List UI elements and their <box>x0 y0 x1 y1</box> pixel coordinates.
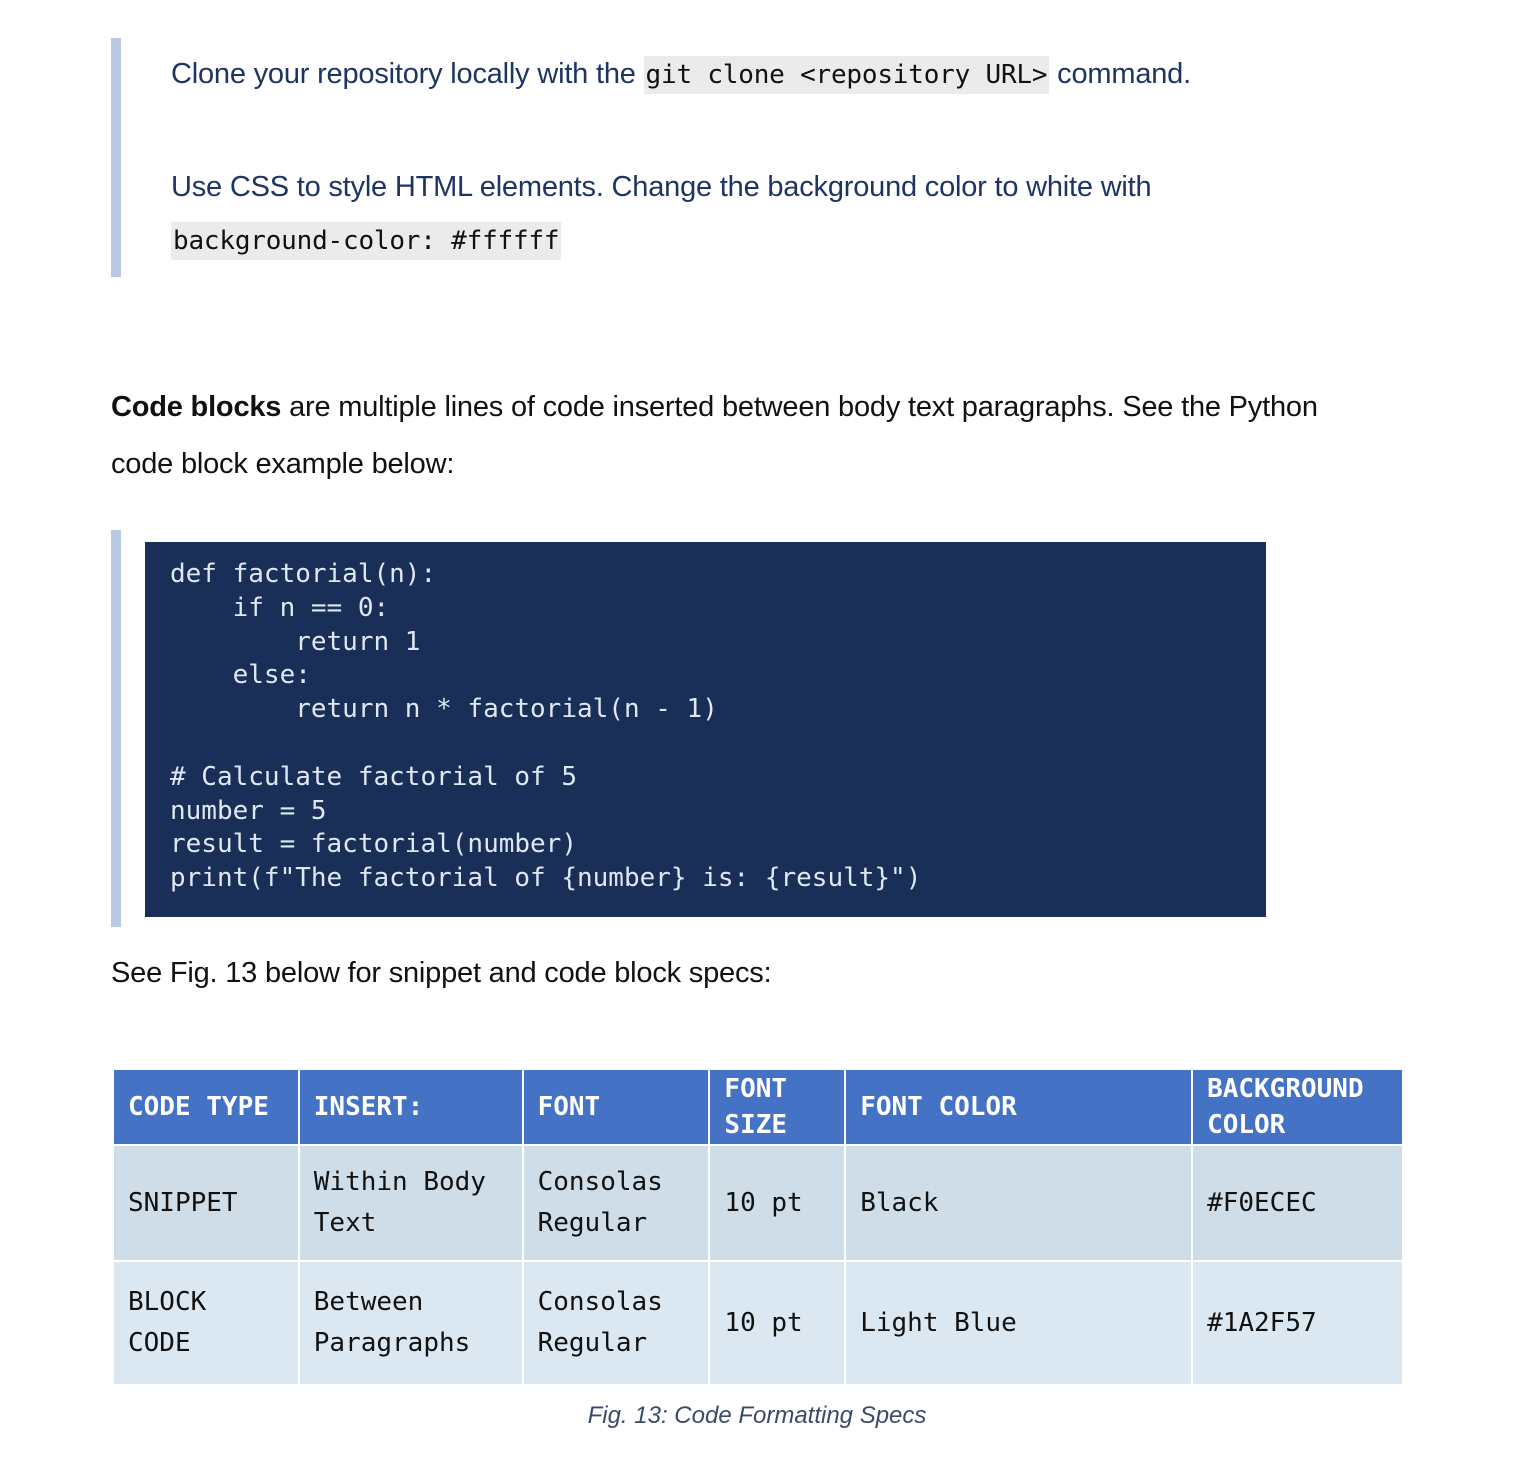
header-font-size: FONT SIZE <box>709 1069 845 1145</box>
tip-line-css-code <box>171 224 561 257</box>
table-row <box>113 1145 1403 1261</box>
intro-paragraph-line1 <box>111 391 1318 424</box>
tip-text: Clone your repository locally with the <box>171 58 644 90</box>
table-row <box>113 1261 1403 1385</box>
intro-paragraph-line2: code block example below: <box>111 448 455 480</box>
tip-line-clone <box>171 58 1191 91</box>
tip-text: command. <box>1049 58 1191 90</box>
table-cell: Consolas Regular <box>523 1145 710 1261</box>
table-cell: Between Paragraphs <box>299 1261 523 1385</box>
inline-code-snippet: background-color: #ffffff <box>171 222 561 260</box>
table-cell: BLOCK CODE <box>113 1261 299 1385</box>
code-block-content: def factorial(n): if n == 0: return 1 else: return n * factorial(n - 1) # Calculate factorial of 5 number = 5 result = factorial(number) print(f"The factorial of {number} is: {result}") <box>170 559 922 894</box>
code-block <box>145 542 1266 917</box>
header-font-color: FONT COLOR <box>845 1069 1192 1145</box>
table-header-row <box>113 1069 1403 1145</box>
code-specs-table <box>112 1068 1404 1386</box>
table-cell: Light Blue <box>845 1261 1192 1385</box>
intro-bold-term: Code blocks <box>111 391 282 423</box>
table-cell: Black <box>845 1145 1192 1261</box>
see-fig-paragraph: See Fig. 13 below for snippet and code block specs: <box>111 957 772 989</box>
intro-text: are multiple lines of code inserted between body text paragraphs. See the Python <box>281 391 1318 423</box>
code-block-accent-bar <box>111 530 121 927</box>
tip-line-css: Use CSS to style HTML elements. Change the background color to white with <box>171 171 1152 203</box>
table-cell: 10 pt <box>709 1145 845 1261</box>
inline-code-snippet: git clone <repository URL> <box>644 56 1050 94</box>
table-cell: #1A2F57 <box>1192 1261 1403 1385</box>
table-cell: Within Body Text <box>299 1145 523 1261</box>
table-cell: #F0ECEC <box>1192 1145 1403 1261</box>
header-font: FONT <box>523 1069 710 1145</box>
header-background-color: BACKGROUND COLOR <box>1192 1069 1403 1145</box>
table-cell: 10 pt <box>709 1261 845 1385</box>
figure-caption: Fig. 13: Code Formatting Specs <box>587 1402 927 1429</box>
header-code-type: CODE TYPE <box>113 1069 299 1145</box>
tip-accent-bar <box>111 38 121 277</box>
header-insert: INSERT: <box>299 1069 523 1145</box>
table-cell: Consolas Regular <box>523 1261 710 1385</box>
table-cell: SNIPPET <box>113 1145 299 1261</box>
